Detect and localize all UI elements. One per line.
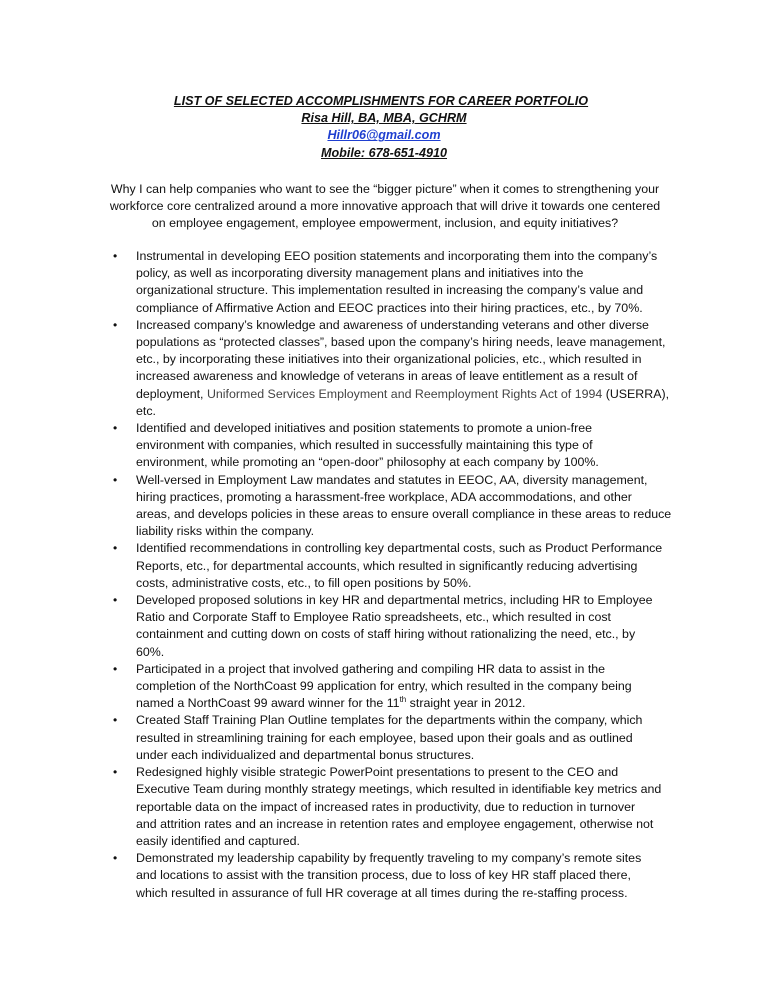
item-line: Ratio and Corporate Staff to Employee Ratio spreadsheets, etc., which resulted in cost	[136, 610, 612, 625]
bullet-icon: •	[113, 421, 118, 436]
item-line: organizational structure. This implementation resulted in increasing the company’s value and	[136, 283, 644, 298]
item-line	[136, 695, 683, 712]
item-line: under each individualized and departmental bonus structures.	[136, 747, 475, 762]
item-line: environment, while promoting an “open-door” philosophy at each company by 100%.	[136, 455, 599, 470]
item-line: populations as “protected classes”, based upon the company’s hiring needs, leave management,	[136, 335, 666, 350]
item-line	[136, 386, 683, 403]
bullet-icon: •	[113, 249, 118, 263]
line-text: (USERRA),	[602, 386, 670, 401]
item-line: Created Staff Training Plan Outline templates for the departments within the company, which	[136, 713, 643, 728]
bullet-icon: •	[113, 472, 118, 487]
item-line: reportable data on the impact of increased rates in productivity, due to reduction in turnover	[136, 799, 636, 814]
item-line: etc., by incorporating these initiatives into their organizational policies, etc., which resulted in	[136, 352, 642, 367]
author-name: Risa Hill, BA, MBA, GCHRM	[301, 111, 467, 126]
item-line: Well-versed in Employment Law mandates and statutes in EEOC, AA, diversity management,	[136, 472, 648, 487]
line-text: deployment,	[136, 386, 207, 401]
list-item	[113, 248, 683, 317]
item-line: and attrition rates and an increase in retention rates and employee engagement, otherwise not	[136, 816, 654, 831]
item-line: Increased company’s knowledge and awareness of understanding veterans and other diverse	[136, 317, 649, 332]
document-title: LIST OF SELECTED ACCOMPLISHMENTS FOR CAREER PORTFOLIO	[173, 94, 589, 108]
bullet-icon: •	[113, 541, 118, 556]
intro-line: Why I can help companies who want to see the “bigger picture” when it comes to strengthening your	[110, 182, 660, 196]
item-line: Instrumental in developing EEO position statements and incorporating them into the company’s	[136, 249, 658, 263]
bullet-icon: •	[113, 317, 118, 332]
item-line: Identified recommendations in controlling key departmental costs, such as Product Performance	[136, 541, 663, 556]
userra-act-name: Uniformed Services Employment and Reemployment Rights Act of 1994	[206, 386, 603, 401]
item-line: Reports, etc., for departmental accounts, which resulted in significantly reducing advertising	[136, 558, 638, 573]
list-item	[113, 420, 683, 472]
item-line: and locations to assist with the transition process, due to loss of key HR staff placed there,	[136, 868, 631, 883]
intro-paragraph	[92, 181, 678, 233]
mobile-number: Mobile: 678-651-4910	[321, 145, 447, 160]
document-header	[0, 93, 768, 162]
item-line: easily identified and captured.	[136, 833, 300, 848]
item-line: which resulted in assurance of full HR coverage at all times during the re-staffing process.	[136, 885, 628, 900]
item-line: Demonstrated my leadership capability by frequently traveling to my company’s remote sites	[136, 851, 642, 866]
item-line: hiring practices, promoting a harassment-free workplace, ADA accommodations, and other	[136, 489, 632, 504]
item-line: resulted in streamlining training for each employee, based upon their goals and as outlined	[136, 730, 633, 745]
item-line: Executive Team during monthly strategy meetings, which resulted in identifiable key metrics and	[136, 782, 662, 797]
item-line: Participated in a project that involved gathering and compiling HR data to assist in the	[136, 661, 606, 676]
item-line: etc.	[136, 403, 156, 418]
item-line: Identified and developed initiatives and position statements to promote a union-free	[136, 421, 592, 436]
bullet-icon: •	[113, 661, 118, 676]
intro-line: on employee engagement, employee empowerment, inclusion, and equity initiatives?	[151, 216, 619, 231]
list-item	[113, 850, 683, 902]
list-item	[113, 317, 683, 420]
accomplishments-list	[113, 248, 683, 902]
item-line: environment with companies, which resulted in successfully maintaining this type of	[136, 438, 593, 453]
item-line: increased awareness and knowledge of veterans in areas of leave entitlement as a result of	[136, 369, 638, 384]
line-text: named a NorthCoast 99 award winner for the 11	[136, 696, 400, 711]
item-line: containment and cutting down on costs of staff hiring without rationalizing the need, etc., by	[136, 627, 636, 642]
item-line: Redesigned highly visible strategic PowerPoint presentations to present to the CEO and	[136, 765, 619, 780]
item-line: areas, and develops policies in these areas to ensure overall compliance in these areas to reduce	[136, 507, 672, 522]
bullet-icon: •	[113, 765, 118, 780]
list-item	[113, 712, 683, 764]
list-item	[113, 540, 683, 592]
list-item	[113, 661, 683, 713]
bullet-icon: •	[113, 593, 118, 608]
item-line: compliance of Affirmative Action and EEOC practices into their hiring practices, etc., by 70%.	[136, 300, 643, 315]
line-text: straight year in 2012.	[406, 696, 526, 711]
list-item	[113, 592, 683, 661]
list-item	[113, 472, 683, 541]
item-line: 60%.	[136, 644, 165, 659]
item-line: liability risks within the company.	[136, 524, 315, 539]
item-line: Developed proposed solutions in key HR and departmental metrics, including HR to Employee	[136, 593, 653, 608]
item-line: policy, as well as incorporating diversity management plans and initiatives into the	[136, 266, 584, 281]
list-item	[113, 764, 683, 850]
item-line: completion of the NorthCoast 99 application for entry, which resulted in the company being	[136, 679, 632, 694]
email-link[interactable]: Hillr06@gmail.com	[327, 128, 441, 143]
bullet-icon: •	[113, 713, 118, 728]
intro-line: workforce core centralized around a more innovative approach that will drive it towards one centered	[109, 199, 661, 214]
ordinal-suffix: th	[399, 695, 407, 705]
item-line: costs, administrative costs, etc., to fill open positions by 50%.	[136, 575, 472, 590]
bullet-icon: •	[113, 851, 118, 866]
